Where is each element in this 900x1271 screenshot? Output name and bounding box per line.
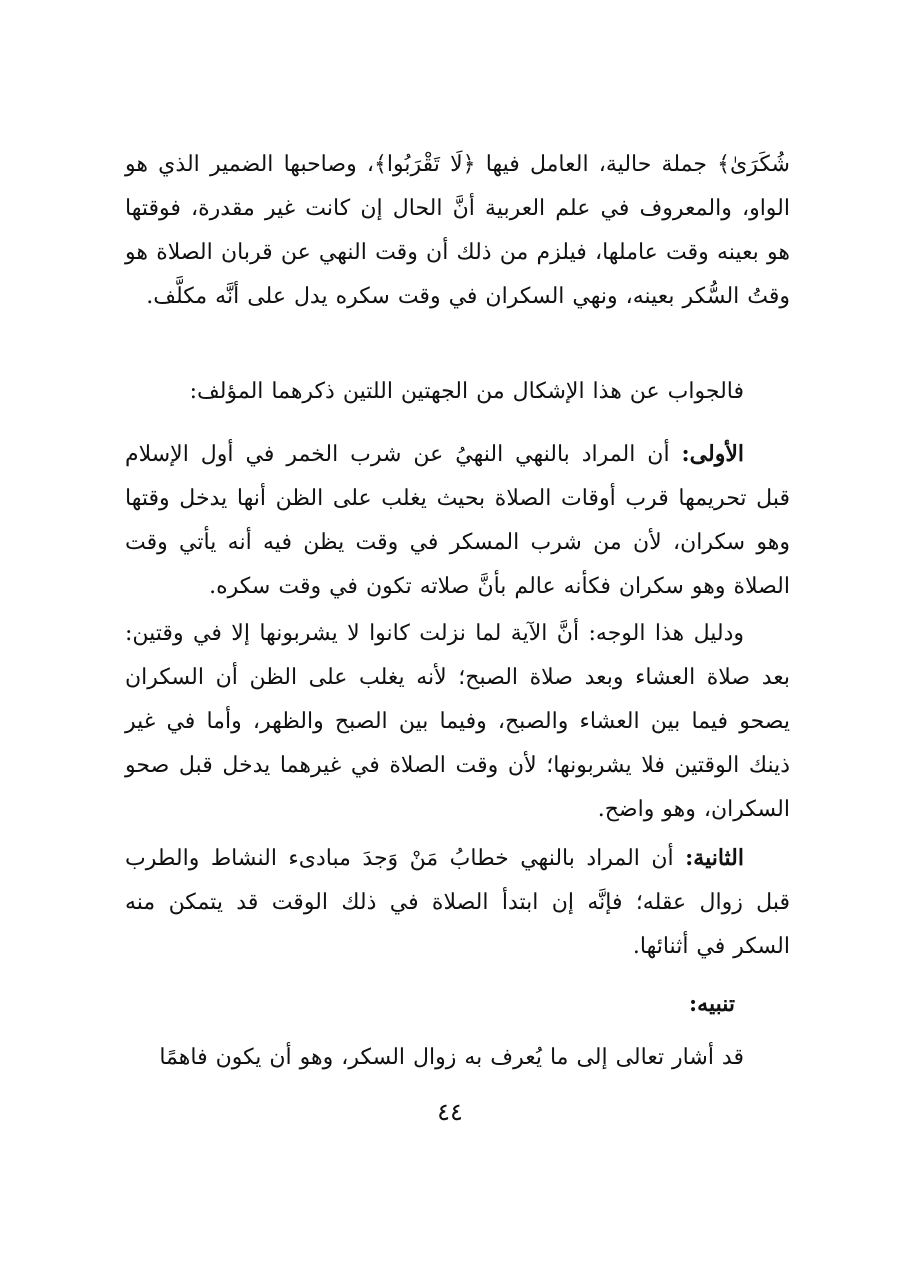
paragraph-answer-text: فالجواب عن هذا الإشكال من الجهتين اللتين ذكرهما المؤلف: — [189, 379, 744, 404]
paragraph-second-aspect — [125, 836, 790, 969]
page-number-text: ٤٤ — [437, 1098, 463, 1126]
note-heading-text: تنبيه: — [689, 991, 735, 1017]
paragraph-answer — [125, 370, 790, 414]
paragraph-intro-text: شُكَرَىٰ﴾ جملة حالية، العامل فيها ﴿لَا تَقْرَبُوا﴾، وصاحبها الضمير الذي هو الواو، والمعروف في علم العربية أنَّ الحال إن كانت غير مقدرة، فوقتها هو بعينه وقت عاملها، فيلزم من ذلك أن وقت النهي عن قربان الصلاة هو وقتُ السُّكر بعينه، ونهي السكران في وقت سكره يدل على أنَّه مكلَّف. — [125, 152, 790, 309]
paragraph-note-text: قد أشار تعالى إلى ما يُعرف به زوال السكر، وهو أن يكون فاهمًا — [159, 1045, 744, 1070]
second-aspect-text: أن المراد بالنهي خطابُ مَنْ وَجدَ مبادىء النشاط والطرب قبل زوال عقله؛ فإنَّه إن ابتدأ الصلاة في ذلك الوقت قد يتمكن منه السكر في أثنائها. — [125, 846, 790, 959]
first-aspect-label: الأولى: — [681, 441, 744, 467]
paragraph-first-aspect — [125, 432, 790, 609]
paragraph-evidence — [125, 612, 790, 832]
first-aspect-text: أن المراد بالنهي النهيُ عن شرب الخمر في أول الإسلام قبل تحريمها قرب أوقات الصلاة بحيث يغلب على الظن أنها يدخل وقتها وهو سكران، لأن من شرب المسكر في وقت يظن فيه أنه يأتي وقت الصلاة وهو سكران فكأنه عالم بأنَّ صلاته تكون في وقت سكره. — [125, 442, 790, 599]
page-number — [0, 1097, 900, 1127]
paragraph-intro — [125, 143, 790, 319]
paragraph-evidence-text: ودليل هذا الوجه: أنَّ الآية لما نزلت كانوا لا يشربونها إلا في وقتين: بعد صلاة العشاء وبعد صلاة الصبح؛ لأنه يغلب على الظن أن السكران يصحو فيما بين العشاء والصبح، وفيما بين الصبح والظهر، وأما في غير ذينك الوقتين فلا يشربونها؛ لأن وقت الصلاة في غيرهما يدخل قبل صحو السكران، وهو واضح. — [125, 621, 790, 822]
paragraph-note — [125, 1036, 790, 1080]
second-aspect-label: الثانية: — [685, 845, 744, 871]
note-heading — [125, 982, 735, 1026]
